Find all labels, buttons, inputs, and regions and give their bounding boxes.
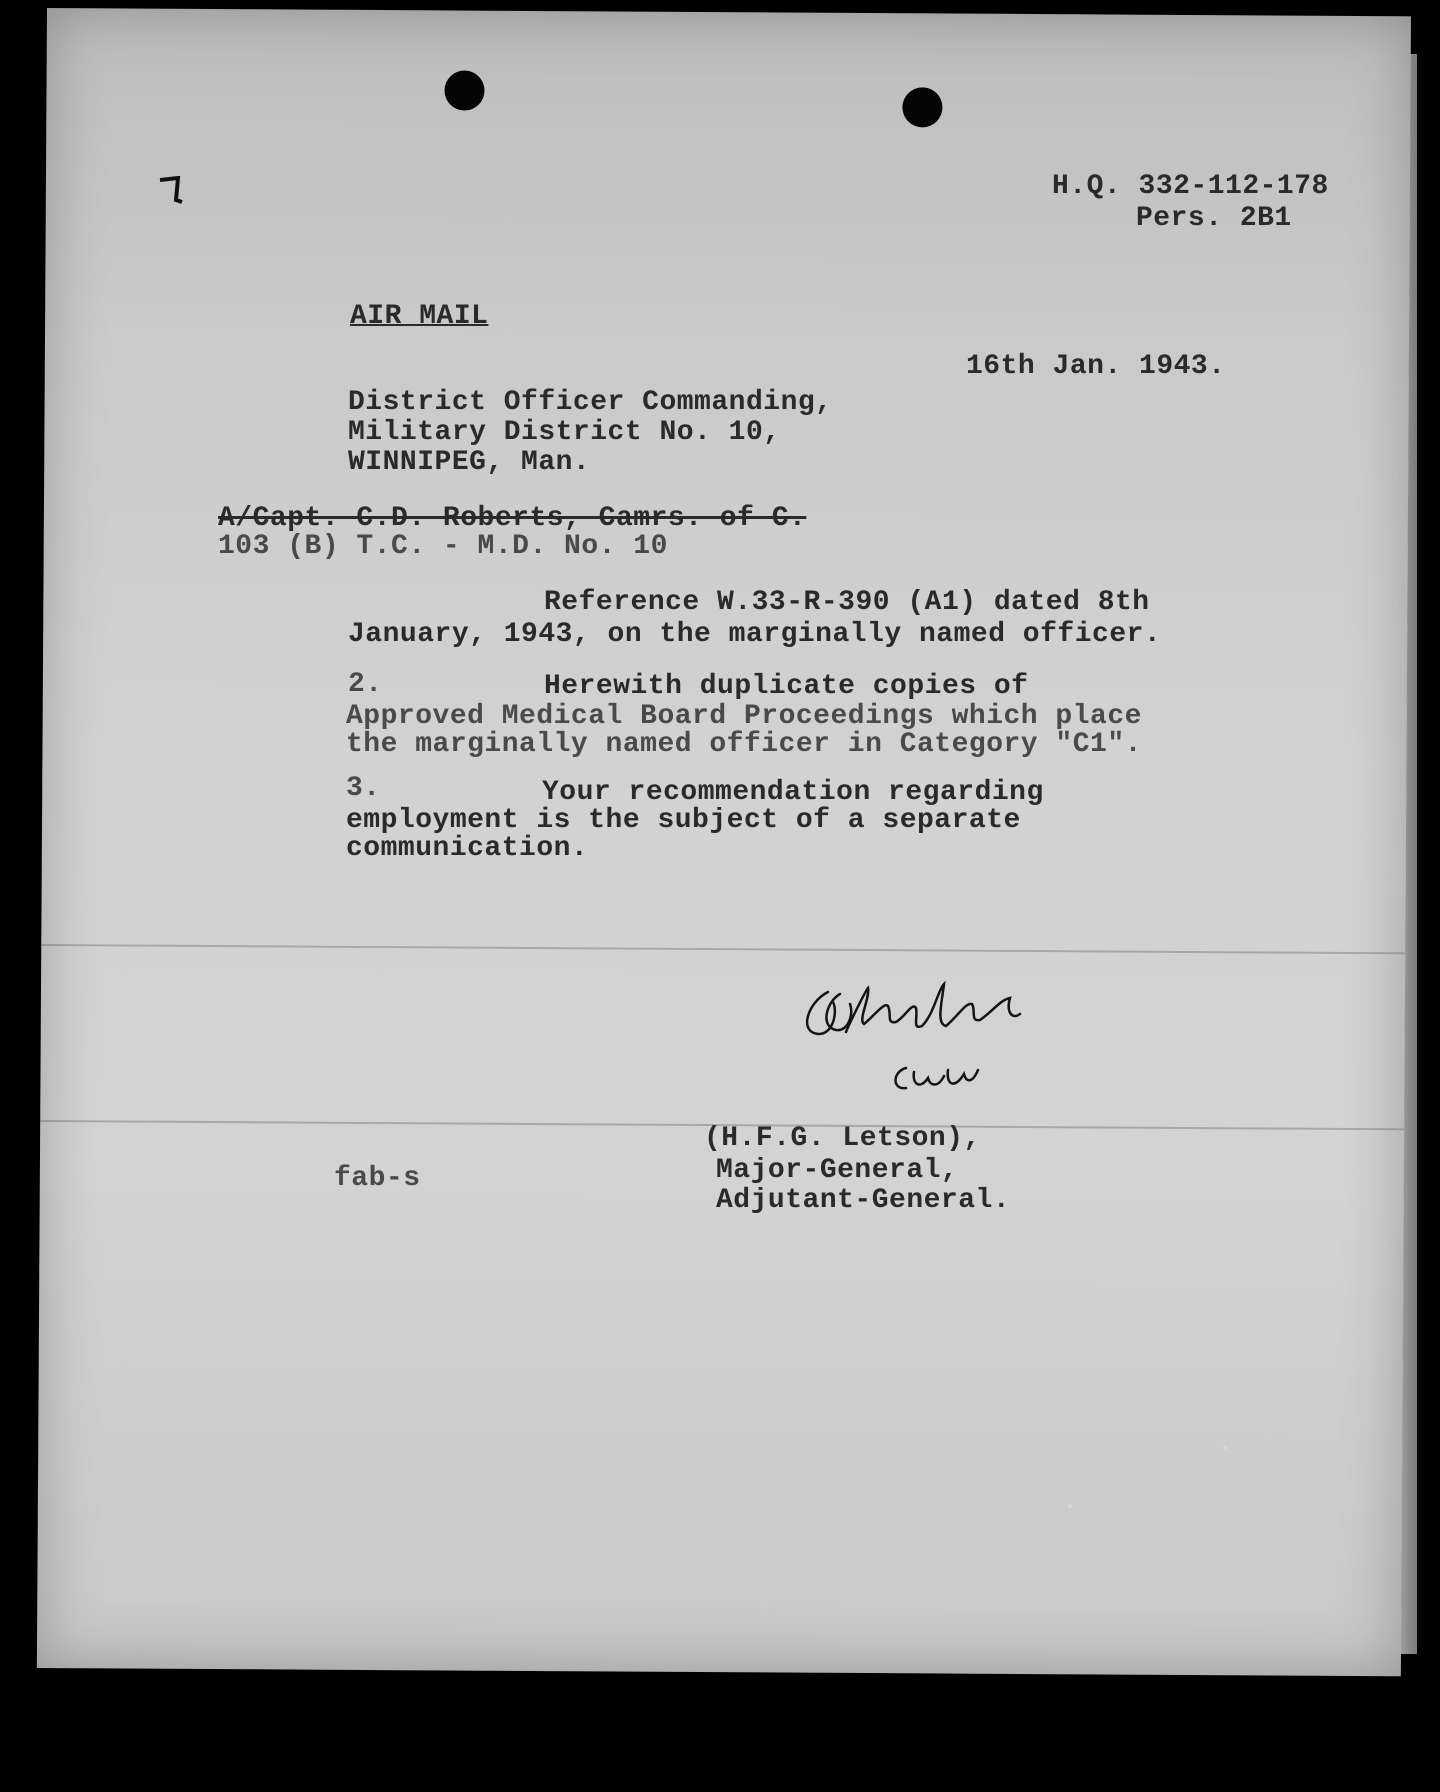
paragraph-3-number: 3. — [346, 773, 381, 804]
dust-speck — [1068, 1504, 1072, 1508]
letter-date: 16th Jan. 1943. — [966, 351, 1226, 382]
punch-hole — [444, 70, 484, 110]
signatory-title: Adjutant-General. — [716, 1185, 1011, 1216]
signatory-rank: Major-General, — [716, 1155, 959, 1186]
addressee-line: Military District No. 10, — [348, 417, 781, 448]
reference-number: H.Q. 332-112-178 — [1052, 171, 1329, 202]
dust-speck — [1223, 1445, 1227, 1449]
paragraph-3-line: communication. — [346, 833, 589, 864]
signatory-name: (H.F.G. Letson), — [704, 1123, 981, 1154]
paragraph-1-line: January, 1943, on the marginally named officer. — [348, 619, 1162, 650]
fold-line — [41, 944, 1405, 954]
addressee-line: District Officer Commanding, — [348, 387, 833, 418]
delivery-method: AIR MAIL — [350, 301, 489, 332]
paragraph-2-line: Approved Medical Board Proceedings which place — [346, 701, 1142, 732]
paragraph-3-line: Your recommendation regarding — [542, 777, 1044, 808]
marginal-officer-unit: 103 (B) T.C. - M.D. No. 10 — [218, 531, 668, 562]
reference-subfile: Pers. 2B1 — [1136, 203, 1292, 234]
paragraph-2-line: the marginally named officer in Category "C1". — [346, 729, 1142, 760]
paragraph-2-line: Herewith duplicate copies of — [544, 671, 1029, 702]
addressee-line: WINNIPEG, Man. — [348, 447, 591, 478]
typist-initials: fab-s — [334, 1163, 421, 1194]
punch-hole — [902, 87, 942, 127]
handwritten-signature — [788, 972, 1068, 1112]
file-tick-mark — [158, 176, 188, 206]
paragraph-2-number: 2. — [348, 669, 383, 700]
marginal-officer-name: A/Capt. C.D. Roberts, Camrs. of C. — [218, 503, 807, 534]
letter-sheet — [37, 8, 1411, 1676]
paragraph-1-line: Reference W.33-R-390 (A1) dated 8th — [544, 587, 1150, 618]
paragraph-3-line: employment is the subject of a separate — [346, 805, 1021, 836]
